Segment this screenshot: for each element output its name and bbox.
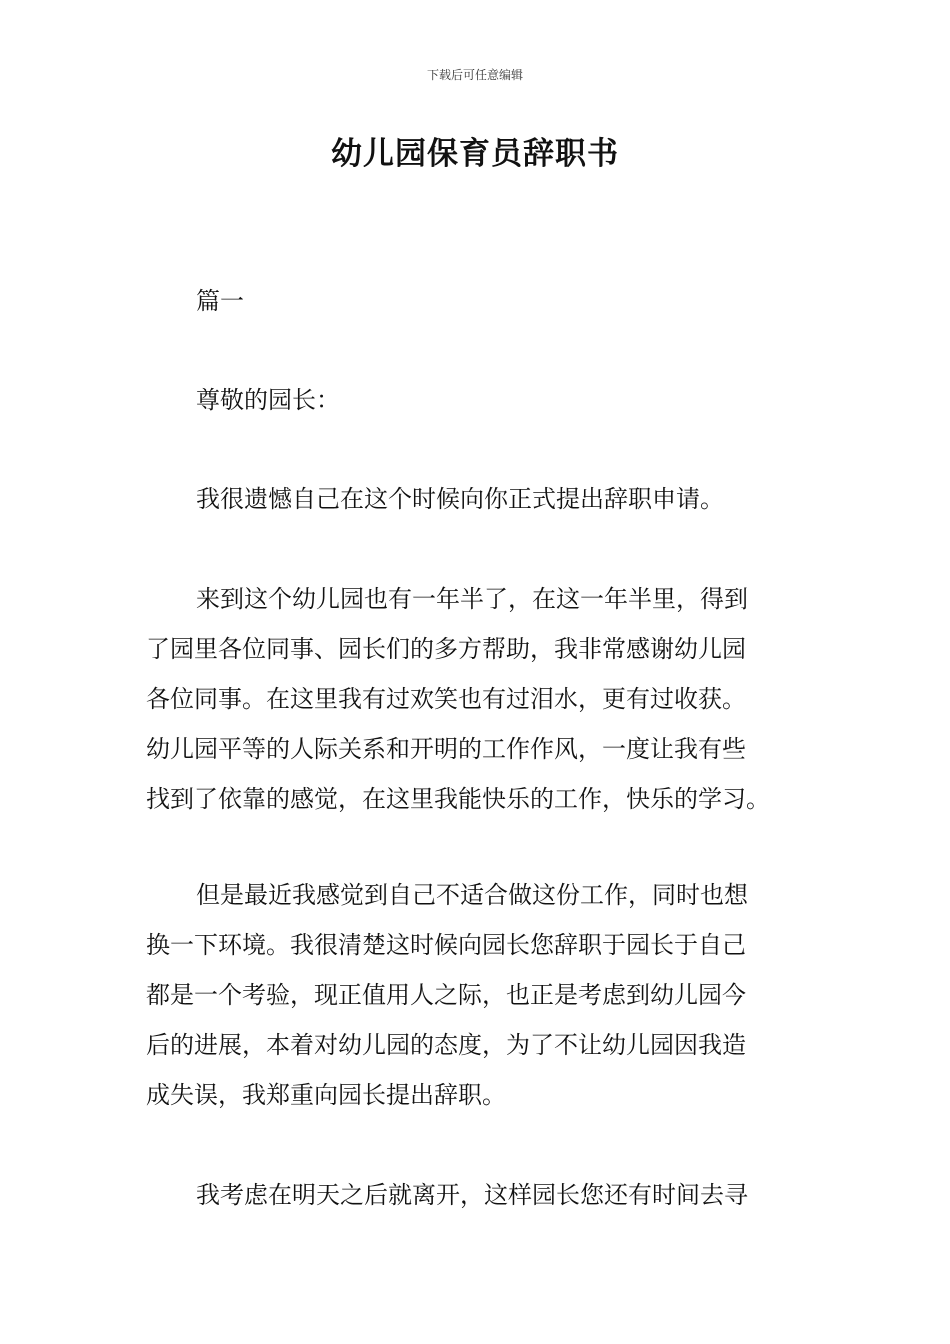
header-note: 下载后可任意编辑 <box>426 68 523 82</box>
paragraph-line: 都是一个考验，现正值用人之际，也正是考虑到幼儿园今 <box>146 981 746 1009</box>
paragraph-4 <box>146 1170 808 1220</box>
paragraph-line: 幼儿园平等的人际关系和开明的工作作风，一度让我有些 <box>146 735 746 763</box>
paragraph-line: 我很遗憾自己在这个时候向你正式提出辞职申请。 <box>196 485 724 513</box>
paragraph-1 <box>146 474 808 524</box>
paragraph-line: 后的进展，本着对幼儿园的态度，为了不让幼儿园因我造 <box>146 1031 746 1059</box>
section-label-text: 篇一 <box>196 287 244 315</box>
salutation-text: 尊敬的园长： <box>196 386 340 414</box>
salutation <box>146 375 808 425</box>
section-label <box>146 276 808 326</box>
paragraph-line: 了园里各位同事、园长们的多方帮助，我非常感谢幼儿园 <box>146 635 746 663</box>
paragraph-line: 找到了依靠的感觉，在这里我能快乐的工作，快乐的学习。 <box>146 785 770 813</box>
document-title: 幼儿园保育员辞职书 <box>331 136 619 172</box>
paragraph-2 <box>146 574 808 824</box>
paragraph-line: 来到这个幼儿园也有一年半了，在这一年半里，得到 <box>196 585 748 613</box>
paragraph-line: 但是最近我感觉到自己不适合做这份工作，同时也想 <box>196 881 748 909</box>
paragraph-3 <box>146 870 808 1120</box>
paragraph-line: 各位同事。在这里我有过欢笑也有过泪水，更有过收获。 <box>146 685 746 713</box>
paragraph-line: 成失误，我郑重向园长提出辞职。 <box>146 1081 506 1109</box>
paragraph-line: 我考虑在明天之后就离开，这样园长您还有时间去寻 <box>196 1181 748 1209</box>
paragraph-line: 换一下环境。我很清楚这时候向园长您辞职于园长于自己 <box>146 931 746 959</box>
